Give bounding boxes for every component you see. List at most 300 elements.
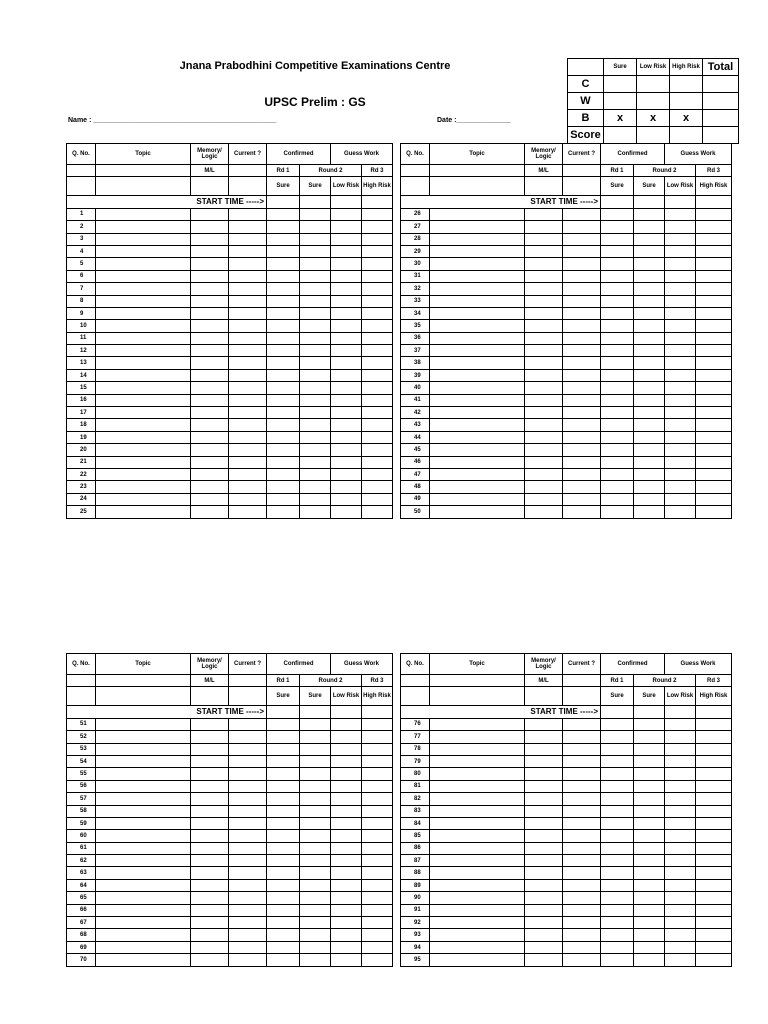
answer-cell[interactable] <box>525 941 563 953</box>
answer-cell[interactable] <box>331 394 362 406</box>
answer-cell[interactable] <box>601 468 634 480</box>
answer-cell[interactable] <box>563 954 601 966</box>
answer-cell[interactable] <box>229 755 267 767</box>
answer-cell[interactable] <box>331 295 362 307</box>
answer-cell[interactable] <box>634 780 665 792</box>
answer-cell[interactable] <box>267 456 300 468</box>
answer-cell[interactable] <box>331 258 362 270</box>
answer-cell[interactable] <box>229 419 267 431</box>
answer-cell[interactable] <box>665 332 696 344</box>
answer-cell[interactable] <box>525 817 563 829</box>
answer-cell[interactable] <box>300 258 331 270</box>
answer-cell[interactable] <box>96 369 191 381</box>
answer-cell[interactable] <box>665 456 696 468</box>
answer-cell[interactable] <box>267 357 300 369</box>
answer-cell[interactable] <box>362 332 393 344</box>
answer-cell[interactable] <box>525 357 563 369</box>
answer-cell[interactable] <box>331 444 362 456</box>
answer-cell[interactable] <box>563 879 601 891</box>
answer-cell[interactable] <box>430 892 525 904</box>
answer-cell[interactable] <box>229 481 267 493</box>
answer-cell[interactable] <box>601 444 634 456</box>
answer-cell[interactable] <box>430 929 525 941</box>
answer-cell[interactable] <box>267 493 300 505</box>
answer-cell[interactable] <box>362 481 393 493</box>
answer-cell[interactable] <box>665 755 696 767</box>
answer-cell[interactable] <box>696 879 732 891</box>
answer-cell[interactable] <box>430 369 525 381</box>
answer-cell[interactable] <box>229 221 267 233</box>
answer-cell[interactable] <box>430 755 525 767</box>
answer-cell[interactable] <box>300 345 331 357</box>
answer-cell[interactable] <box>665 830 696 842</box>
answer-cell[interactable] <box>300 879 331 891</box>
answer-cell[interactable] <box>696 208 732 220</box>
answer-cell[interactable] <box>665 382 696 394</box>
answer-cell[interactable] <box>267 407 300 419</box>
answer-cell[interactable] <box>430 506 525 518</box>
name-field[interactable]: Name : _______________________________________________ <box>68 117 277 124</box>
answer-cell[interactable] <box>696 357 732 369</box>
answer-cell[interactable] <box>430 941 525 953</box>
answer-cell[interactable] <box>229 444 267 456</box>
answer-cell[interactable] <box>300 270 331 282</box>
answer-cell[interactable] <box>191 780 229 792</box>
answer-cell[interactable] <box>96 842 191 854</box>
answer-cell[interactable] <box>267 879 300 891</box>
answer-cell[interactable] <box>191 481 229 493</box>
answer-cell[interactable] <box>191 755 229 767</box>
answer-cell[interactable] <box>634 817 665 829</box>
answer-cell[interactable] <box>634 731 665 743</box>
answer-cell[interactable] <box>362 768 393 780</box>
answer-cell[interactable] <box>525 481 563 493</box>
answer-cell[interactable] <box>563 456 601 468</box>
answer-cell[interactable] <box>430 407 525 419</box>
answer-cell[interactable] <box>300 221 331 233</box>
answer-cell[interactable] <box>563 929 601 941</box>
answer-cell[interactable] <box>191 941 229 953</box>
answer-cell[interactable] <box>96 917 191 929</box>
answer-cell[interactable] <box>665 431 696 443</box>
answer-cell[interactable] <box>696 780 732 792</box>
answer-cell[interactable] <box>601 419 634 431</box>
answer-cell[interactable] <box>300 743 331 755</box>
answer-cell[interactable] <box>696 245 732 257</box>
answer-cell[interactable] <box>696 431 732 443</box>
answer-cell[interactable] <box>563 855 601 867</box>
answer-cell[interactable] <box>191 929 229 941</box>
answer-cell[interactable] <box>563 394 601 406</box>
answer-cell[interactable] <box>525 419 563 431</box>
answer-cell[interactable] <box>300 493 331 505</box>
answer-cell[interactable] <box>665 768 696 780</box>
answer-cell[interactable] <box>665 917 696 929</box>
answer-cell[interactable] <box>696 718 732 730</box>
answer-cell[interactable] <box>191 805 229 817</box>
answer-cell[interactable] <box>229 283 267 295</box>
answer-cell[interactable] <box>267 941 300 953</box>
answer-cell[interactable] <box>665 270 696 282</box>
answer-cell[interactable] <box>191 855 229 867</box>
answer-cell[interactable] <box>563 793 601 805</box>
answer-cell[interactable] <box>563 867 601 879</box>
answer-cell[interactable] <box>563 904 601 916</box>
answer-cell[interactable] <box>601 941 634 953</box>
answer-cell[interactable] <box>362 233 393 245</box>
answer-cell[interactable] <box>601 855 634 867</box>
answer-cell[interactable] <box>601 842 634 854</box>
answer-cell[interactable] <box>696 407 732 419</box>
answer-cell[interactable] <box>331 468 362 480</box>
answer-cell[interactable] <box>300 431 331 443</box>
answer-cell[interactable] <box>601 805 634 817</box>
answer-cell[interactable] <box>300 780 331 792</box>
answer-cell[interactable] <box>96 295 191 307</box>
answer-cell[interactable] <box>191 743 229 755</box>
answer-cell[interactable] <box>300 805 331 817</box>
answer-cell[interactable] <box>191 208 229 220</box>
answer-cell[interactable] <box>96 941 191 953</box>
answer-cell[interactable] <box>96 431 191 443</box>
answer-cell[interactable] <box>696 332 732 344</box>
answer-cell[interactable] <box>300 793 331 805</box>
answer-cell[interactable] <box>525 917 563 929</box>
answer-cell[interactable] <box>362 731 393 743</box>
answer-cell[interactable] <box>634 270 665 282</box>
answer-cell[interactable] <box>696 904 732 916</box>
answer-cell[interactable] <box>601 493 634 505</box>
answer-cell[interactable] <box>331 805 362 817</box>
answer-cell[interactable] <box>563 407 601 419</box>
answer-cell[interactable] <box>525 506 563 518</box>
answer-cell[interactable] <box>96 793 191 805</box>
answer-cell[interactable] <box>229 954 267 966</box>
answer-cell[interactable] <box>563 731 601 743</box>
answer-cell[interactable] <box>430 394 525 406</box>
answer-cell[interactable] <box>696 493 732 505</box>
answer-cell[interactable] <box>96 855 191 867</box>
answer-cell[interactable] <box>300 904 331 916</box>
answer-cell[interactable] <box>362 431 393 443</box>
answer-cell[interactable] <box>665 493 696 505</box>
answer-cell[interactable] <box>229 295 267 307</box>
answer-cell[interactable] <box>601 394 634 406</box>
answer-cell[interactable] <box>563 357 601 369</box>
answer-cell[interactable] <box>362 369 393 381</box>
answer-cell[interactable] <box>96 768 191 780</box>
answer-cell[interactable] <box>229 793 267 805</box>
answer-cell[interactable] <box>563 258 601 270</box>
answer-cell[interactable] <box>665 307 696 319</box>
answer-cell[interactable] <box>665 892 696 904</box>
answer-cell[interactable] <box>362 283 393 295</box>
answer-cell[interactable] <box>96 481 191 493</box>
answer-cell[interactable] <box>362 830 393 842</box>
answer-cell[interactable] <box>563 481 601 493</box>
answer-cell[interactable] <box>430 867 525 879</box>
answer-cell[interactable] <box>563 233 601 245</box>
answer-cell[interactable] <box>430 842 525 854</box>
answer-cell[interactable] <box>696 793 732 805</box>
answer-cell[interactable] <box>601 743 634 755</box>
answer-cell[interactable] <box>96 879 191 891</box>
answer-cell[interactable] <box>96 780 191 792</box>
answer-cell[interactable] <box>267 431 300 443</box>
answer-cell[interactable] <box>563 842 601 854</box>
answer-cell[interactable] <box>331 929 362 941</box>
answer-cell[interactable] <box>362 394 393 406</box>
answer-cell[interactable] <box>331 743 362 755</box>
answer-cell[interactable] <box>430 283 525 295</box>
answer-cell[interactable] <box>331 233 362 245</box>
answer-cell[interactable] <box>96 245 191 257</box>
answer-cell[interactable] <box>696 817 732 829</box>
answer-cell[interactable] <box>267 468 300 480</box>
answer-cell[interactable] <box>601 431 634 443</box>
answer-cell[interactable] <box>665 817 696 829</box>
answer-cell[interactable] <box>191 917 229 929</box>
answer-cell[interactable] <box>191 233 229 245</box>
answer-cell[interactable] <box>191 731 229 743</box>
answer-cell[interactable] <box>229 780 267 792</box>
answer-cell[interactable] <box>267 258 300 270</box>
answer-cell[interactable] <box>525 307 563 319</box>
answer-cell[interactable] <box>331 867 362 879</box>
answer-cell[interactable] <box>267 731 300 743</box>
answer-cell[interactable] <box>601 929 634 941</box>
answer-cell[interactable] <box>525 731 563 743</box>
answer-cell[interactable] <box>634 506 665 518</box>
answer-cell[interactable] <box>331 431 362 443</box>
answer-cell[interactable] <box>601 768 634 780</box>
answer-cell[interactable] <box>331 221 362 233</box>
answer-cell[interactable] <box>96 382 191 394</box>
answer-cell[interactable] <box>525 320 563 332</box>
answer-cell[interactable] <box>525 332 563 344</box>
answer-cell[interactable] <box>331 830 362 842</box>
answer-cell[interactable] <box>300 954 331 966</box>
answer-cell[interactable] <box>563 805 601 817</box>
answer-cell[interactable] <box>229 369 267 381</box>
answer-cell[interactable] <box>601 731 634 743</box>
answer-cell[interactable] <box>331 904 362 916</box>
answer-cell[interactable] <box>563 245 601 257</box>
answer-cell[interactable] <box>96 419 191 431</box>
answer-cell[interactable] <box>229 892 267 904</box>
answer-cell[interactable] <box>696 506 732 518</box>
answer-cell[interactable] <box>267 892 300 904</box>
answer-cell[interactable] <box>229 468 267 480</box>
answer-cell[interactable] <box>563 917 601 929</box>
answer-cell[interactable] <box>601 221 634 233</box>
answer-cell[interactable] <box>191 444 229 456</box>
answer-cell[interactable] <box>331 345 362 357</box>
answer-cell[interactable] <box>665 245 696 257</box>
answer-cell[interactable] <box>430 382 525 394</box>
answer-cell[interactable] <box>191 892 229 904</box>
answer-cell[interactable] <box>634 892 665 904</box>
answer-cell[interactable] <box>430 208 525 220</box>
answer-cell[interactable] <box>229 258 267 270</box>
answer-cell[interactable] <box>563 307 601 319</box>
answer-cell[interactable] <box>696 941 732 953</box>
answer-cell[interactable] <box>267 855 300 867</box>
answer-cell[interactable] <box>634 369 665 381</box>
answer-cell[interactable] <box>331 307 362 319</box>
answer-cell[interactable] <box>331 954 362 966</box>
answer-cell[interactable] <box>267 917 300 929</box>
answer-cell[interactable] <box>362 208 393 220</box>
answer-cell[interactable] <box>601 245 634 257</box>
answer-cell[interactable] <box>525 780 563 792</box>
answer-cell[interactable] <box>601 345 634 357</box>
answer-cell[interactable] <box>96 456 191 468</box>
answer-cell[interactable] <box>601 382 634 394</box>
answer-cell[interactable] <box>96 332 191 344</box>
answer-cell[interactable] <box>696 468 732 480</box>
answer-cell[interactable] <box>267 817 300 829</box>
answer-cell[interactable] <box>525 805 563 817</box>
answer-cell[interactable] <box>563 382 601 394</box>
answer-cell[interactable] <box>331 320 362 332</box>
answer-cell[interactable] <box>300 830 331 842</box>
answer-cell[interactable] <box>331 855 362 867</box>
answer-cell[interactable] <box>634 407 665 419</box>
answer-cell[interactable] <box>634 718 665 730</box>
answer-cell[interactable] <box>430 481 525 493</box>
answer-cell[interactable] <box>300 867 331 879</box>
answer-cell[interactable] <box>525 233 563 245</box>
answer-cell[interactable] <box>267 743 300 755</box>
answer-cell[interactable] <box>96 357 191 369</box>
answer-cell[interactable] <box>96 221 191 233</box>
answer-cell[interactable] <box>525 493 563 505</box>
answer-cell[interactable] <box>601 357 634 369</box>
answer-cell[interactable] <box>634 954 665 966</box>
answer-cell[interactable] <box>331 780 362 792</box>
answer-cell[interactable] <box>696 731 732 743</box>
answer-cell[interactable] <box>525 793 563 805</box>
answer-cell[interactable] <box>525 345 563 357</box>
answer-cell[interactable] <box>525 456 563 468</box>
answer-cell[interactable] <box>525 855 563 867</box>
answer-cell[interactable] <box>267 283 300 295</box>
answer-cell[interactable] <box>601 718 634 730</box>
answer-cell[interactable] <box>525 270 563 282</box>
answer-cell[interactable] <box>665 929 696 941</box>
answer-cell[interactable] <box>300 320 331 332</box>
answer-cell[interactable] <box>634 743 665 755</box>
answer-cell[interactable] <box>696 382 732 394</box>
answer-cell[interactable] <box>191 419 229 431</box>
answer-cell[interactable] <box>525 208 563 220</box>
answer-cell[interactable] <box>362 941 393 953</box>
answer-cell[interactable] <box>96 208 191 220</box>
answer-cell[interactable] <box>665 855 696 867</box>
answer-cell[interactable] <box>525 842 563 854</box>
answer-cell[interactable] <box>229 456 267 468</box>
answer-cell[interactable] <box>267 954 300 966</box>
answer-cell[interactable] <box>96 954 191 966</box>
answer-cell[interactable] <box>96 270 191 282</box>
answer-cell[interactable] <box>601 867 634 879</box>
answer-cell[interactable] <box>696 270 732 282</box>
answer-cell[interactable] <box>634 444 665 456</box>
answer-cell[interactable] <box>267 780 300 792</box>
answer-cell[interactable] <box>430 731 525 743</box>
answer-cell[interactable] <box>665 208 696 220</box>
answer-cell[interactable] <box>362 855 393 867</box>
answer-cell[interactable] <box>300 307 331 319</box>
answer-cell[interactable] <box>229 842 267 854</box>
answer-cell[interactable] <box>267 295 300 307</box>
answer-cell[interactable] <box>563 345 601 357</box>
answer-cell[interactable] <box>665 233 696 245</box>
answer-cell[interactable] <box>362 718 393 730</box>
answer-cell[interactable] <box>191 245 229 257</box>
answer-cell[interactable] <box>191 768 229 780</box>
answer-cell[interactable] <box>362 320 393 332</box>
answer-cell[interactable] <box>229 233 267 245</box>
answer-cell[interactable] <box>634 245 665 257</box>
answer-cell[interactable] <box>229 805 267 817</box>
answer-cell[interactable] <box>191 394 229 406</box>
answer-cell[interactable] <box>430 320 525 332</box>
answer-cell[interactable] <box>191 332 229 344</box>
answer-cell[interactable] <box>96 345 191 357</box>
answer-cell[interactable] <box>191 320 229 332</box>
answer-cell[interactable] <box>634 830 665 842</box>
answer-cell[interactable] <box>96 444 191 456</box>
answer-cell[interactable] <box>696 917 732 929</box>
answer-cell[interactable] <box>96 718 191 730</box>
answer-cell[interactable] <box>665 295 696 307</box>
answer-cell[interactable] <box>430 258 525 270</box>
answer-cell[interactable] <box>300 456 331 468</box>
answer-cell[interactable] <box>634 283 665 295</box>
answer-cell[interactable] <box>430 879 525 891</box>
answer-cell[interactable] <box>634 842 665 854</box>
answer-cell[interactable] <box>96 817 191 829</box>
answer-cell[interactable] <box>267 718 300 730</box>
answer-cell[interactable] <box>525 892 563 904</box>
answer-cell[interactable] <box>191 793 229 805</box>
answer-cell[interactable] <box>191 431 229 443</box>
answer-cell[interactable] <box>229 941 267 953</box>
answer-cell[interactable] <box>601 456 634 468</box>
answer-cell[interactable] <box>634 382 665 394</box>
answer-cell[interactable] <box>563 941 601 953</box>
answer-cell[interactable] <box>331 768 362 780</box>
answer-cell[interactable] <box>267 768 300 780</box>
answer-cell[interactable] <box>267 208 300 220</box>
answer-cell[interactable] <box>331 407 362 419</box>
answer-cell[interactable] <box>696 295 732 307</box>
answer-cell[interactable] <box>267 481 300 493</box>
answer-cell[interactable] <box>601 892 634 904</box>
answer-cell[interactable] <box>525 369 563 381</box>
answer-cell[interactable] <box>267 332 300 344</box>
answer-cell[interactable] <box>229 929 267 941</box>
answer-cell[interactable] <box>191 830 229 842</box>
answer-cell[interactable] <box>563 493 601 505</box>
answer-cell[interactable] <box>665 345 696 357</box>
answer-cell[interactable] <box>331 419 362 431</box>
answer-cell[interactable] <box>430 221 525 233</box>
answer-cell[interactable] <box>191 345 229 357</box>
answer-cell[interactable] <box>191 258 229 270</box>
